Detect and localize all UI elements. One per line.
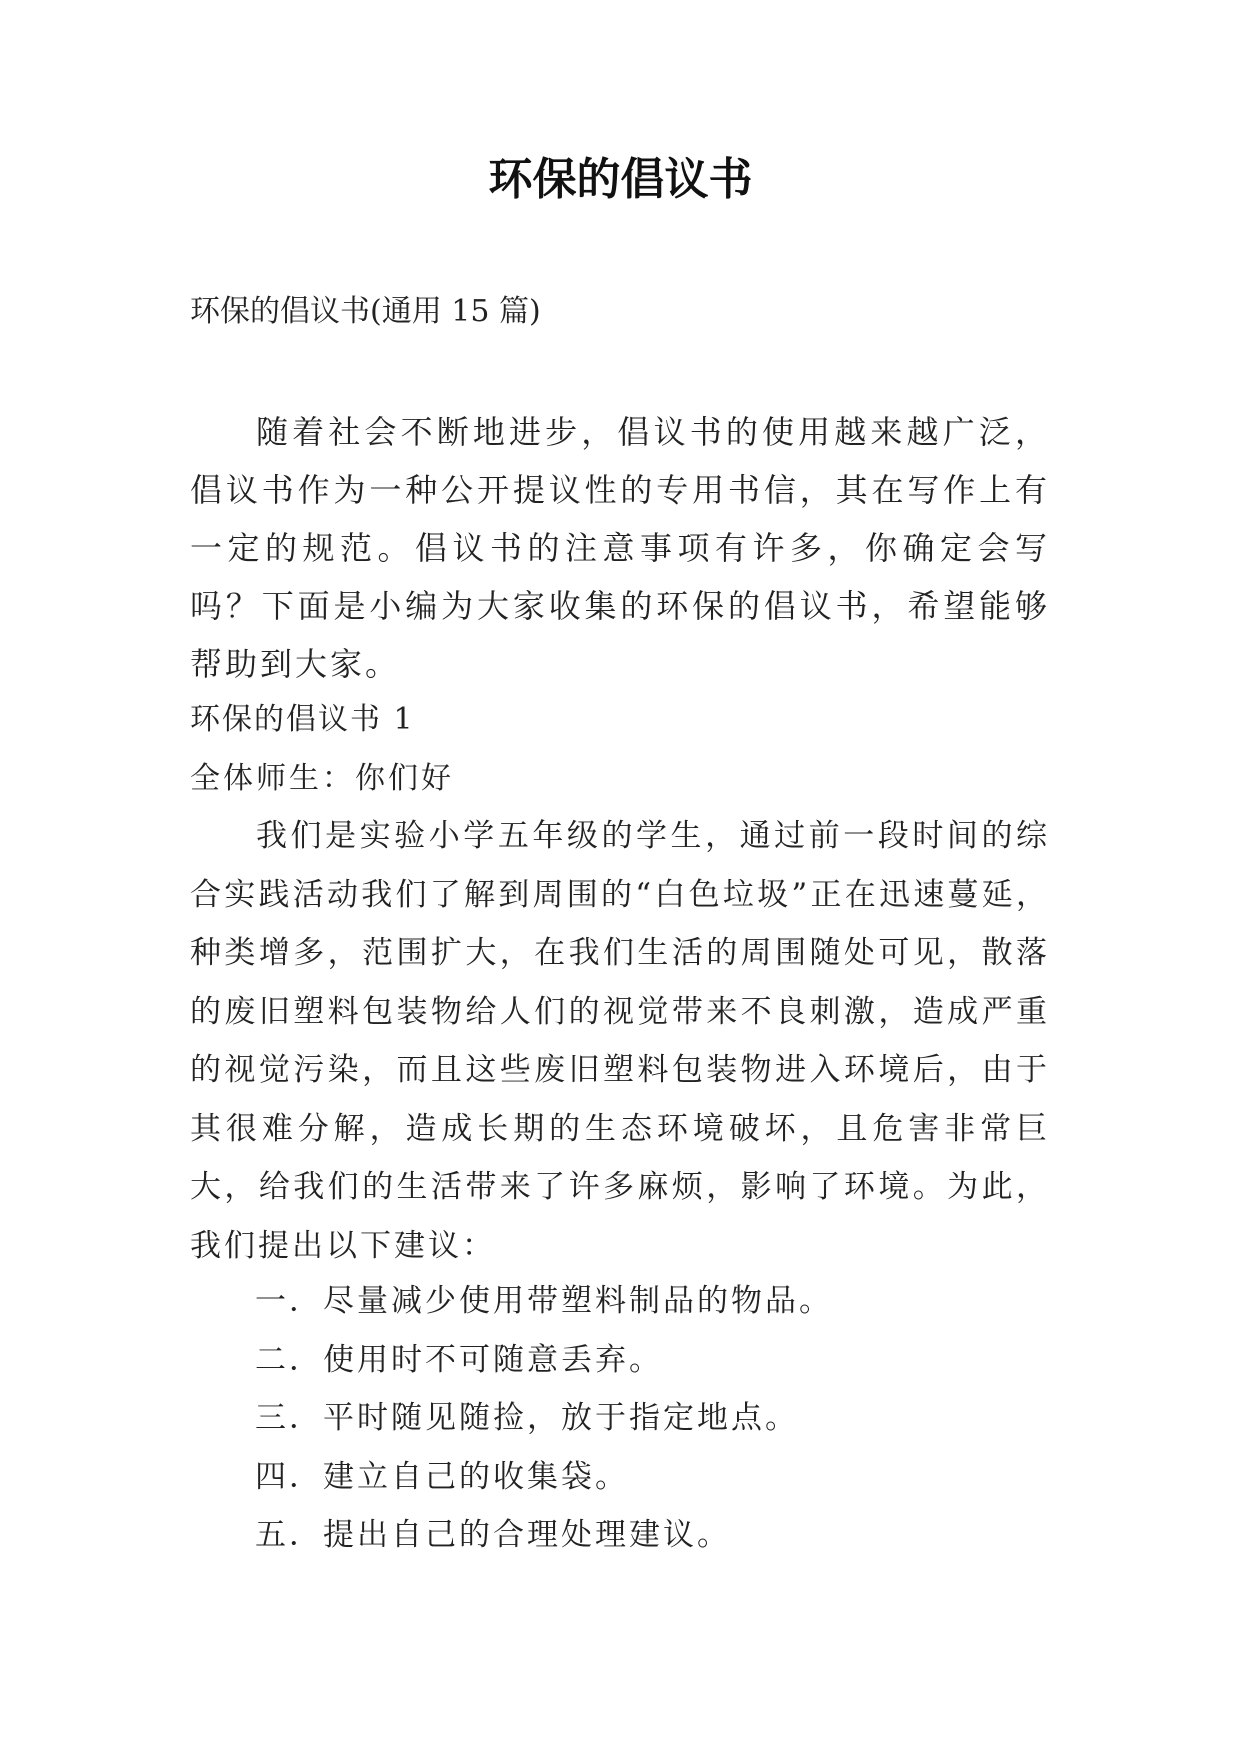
list-item: 三．平时随见随捡，放于指定地点。 [255,1400,799,1436]
document-title: 环保的倡议书 [488,154,753,205]
list-item: 四．建立自己的收集袋。 [255,1458,629,1495]
intro-paragraph: 随着社会不断地进步，倡议书的使用越来越广泛，倡议书作为一种公开提议性的专用书信，其在写作上有一定的规范。倡议书的注意事项有许多，你确定会写吗？下面是小编为大家收集的环保的倡议书，希望能够帮助到大家。 [190,413,1050,683]
list-item: 二．使用时不可随意丢弃。 [255,1341,663,1378]
list-item: 一．尽量减少使用带塑料制品的物品。 [255,1283,833,1319]
suggestion-list [255,1272,833,1565]
document-subtitle: 环保的倡议书(通用 15 篇) [190,294,541,329]
section-heading: 环保的倡议书 1 [190,702,415,737]
list-item: 五．提出自己的合理处理建议。 [255,1517,731,1553]
body-paragraph: 我们是实验小学五年级的学生，通过前一段时间的综合实践活动我们了解到周围的“白色垃圾”正在迅速蔓延，种类增多，范围扩大，在我们生活的周围随处可见，散落的废旧塑料包装物给人们的视觉带来不良刺激，造成严重的视觉污染，而且这些废旧塑料包装物进入环境后，由于其很难分解，造成长期的生态环境破坏，且危害非常巨大，给我们的生活带来了许多麻烦，影响了环境。为此，我们提出以下建议： [190,818,1050,1264]
salutation: 全体师生：你们好 [190,761,454,796]
